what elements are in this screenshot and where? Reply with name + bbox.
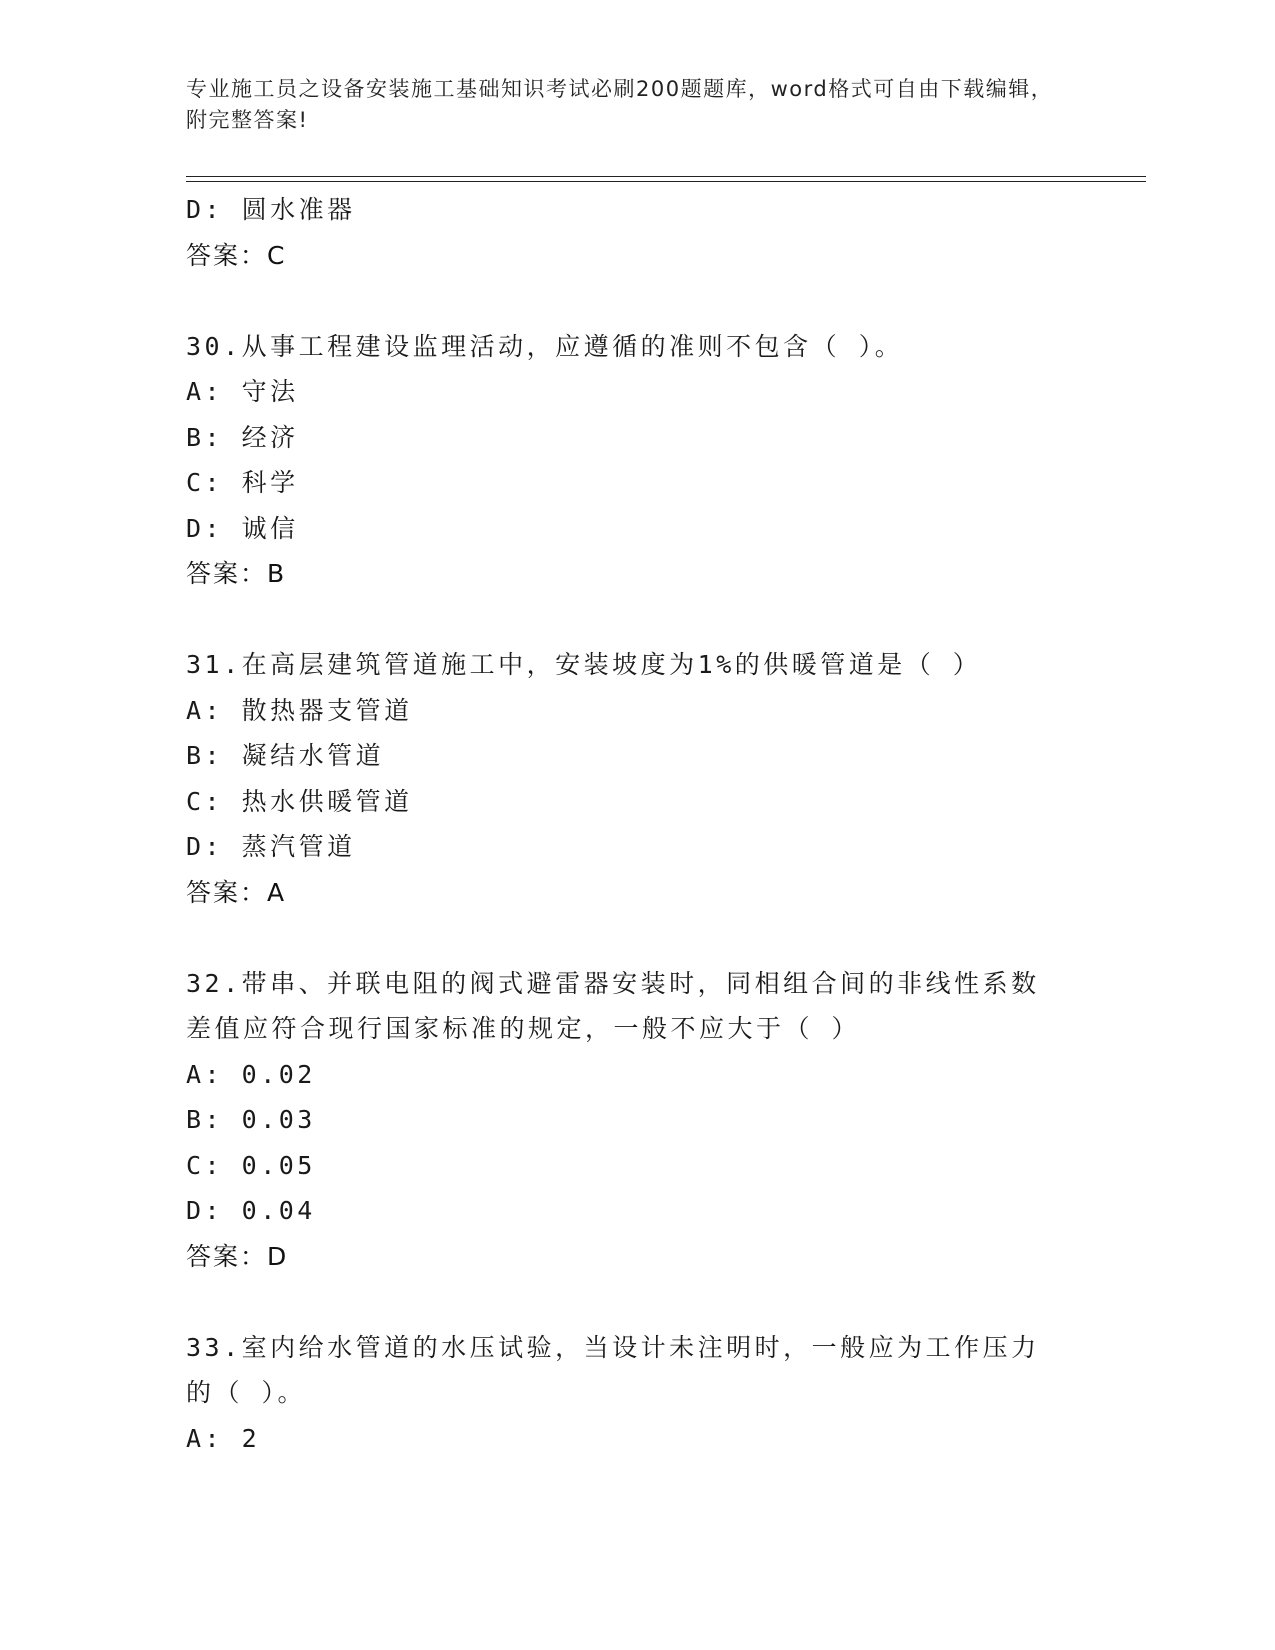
question-list [186,187,1086,1461]
option-label: D: [186,832,242,861]
question-stem: 32.带串、并联电阻的阀式避雷器安装时，同相组合间的非线性系数差值应符合现行国家标准的规定，一般不应大于（ ） [186,968,1040,1043]
answer-line: 答案：A [186,877,287,907]
option-text: 凝结水管道 [241,741,385,770]
option-label: B: [186,741,242,770]
option-text: 科学 [241,468,299,497]
option-label: A: [186,695,242,725]
option-item [186,506,1086,552]
option-text: 0.03 [241,1105,316,1134]
option-text: 经济 [241,422,299,452]
option-label: B: [186,1105,242,1134]
option-item [186,415,1086,461]
option-text: 诚信 [241,513,299,543]
option-label: C: [186,1150,242,1180]
question-block [186,1325,1086,1462]
option-label: D: [186,513,242,543]
answer-line: 答案：D [186,1241,289,1271]
option-item [186,1143,1086,1189]
question-block [186,324,1086,597]
option-label: A: [186,1423,242,1453]
option-item [186,1416,1086,1462]
option-label: C: [186,468,242,497]
question-block [186,642,1086,915]
question-stem: 31.在高层建筑管道施工中，安装坡度为1%的供暖管道是（ ） [186,650,982,679]
question-block [186,961,1086,1280]
option-label: D: [186,1196,242,1225]
answer-line: 答案：C [186,240,287,270]
option-label: D: [186,195,242,224]
header-divider [186,176,1146,182]
option-item [186,369,1086,415]
option-item [186,187,1086,233]
option-item [186,688,1086,734]
option-text: 0.05 [241,1150,316,1180]
option-item [186,779,1086,825]
option-text: 散热器支管道 [241,695,413,725]
option-label: B: [186,422,242,452]
answer-line: 答案：B [186,559,287,588]
option-text: 守法 [241,377,299,406]
option-label: A: [186,1059,242,1089]
option-item [186,1097,1086,1143]
option-label: A: [186,377,242,406]
option-text: 蒸汽管道 [241,832,356,861]
question-stem: 30.从事工程建设监理活动，应遵循的准则不包含（ ）。 [186,331,904,361]
question-stem: 33.室内给水管道的水压试验，当设计未注明时，一般应为工作压力的（ ）。 [186,1332,1040,1407]
option-item [186,824,1086,870]
option-text: 2 [241,1423,261,1453]
option-label: C: [186,786,242,816]
option-text: 热水供暖管道 [241,786,413,816]
option-text: 0.04 [241,1196,316,1225]
option-item [186,460,1086,506]
option-text: 0.02 [241,1059,316,1089]
option-item [186,1188,1086,1234]
option-text: 圆水准器 [241,195,356,224]
option-item [186,1052,1086,1098]
option-item [186,733,1086,779]
page-header-title: 专业施工员之设备安装施工基础知识考试必刷200题题库，word格式可自由下载编辑，附完整答案! [186,77,1054,132]
